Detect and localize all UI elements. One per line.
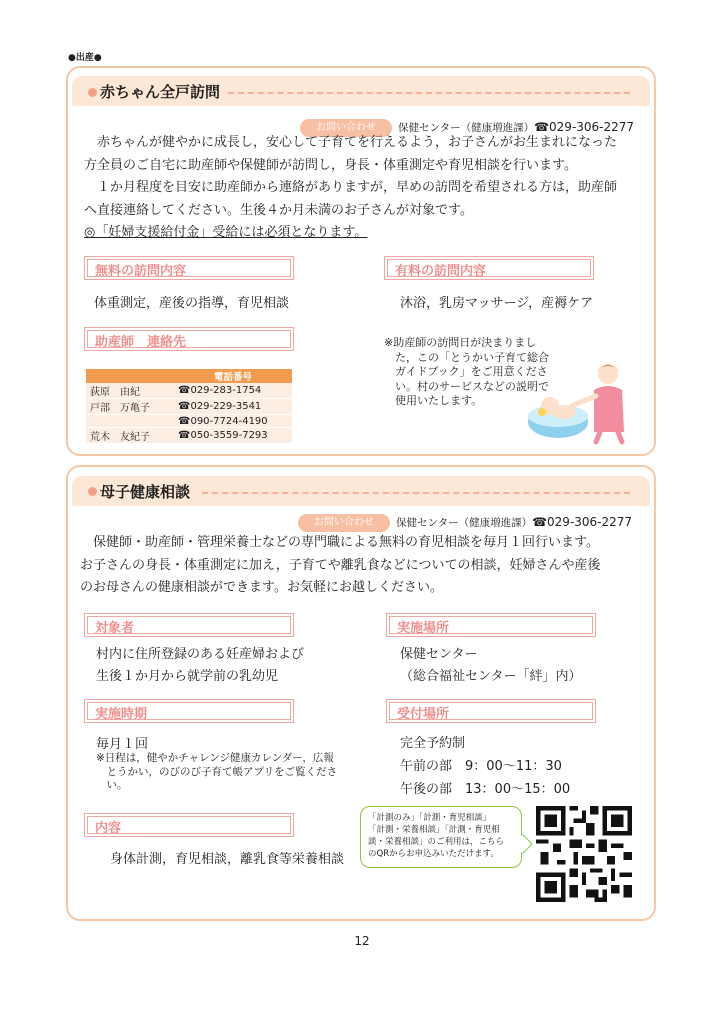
- health-contact-dept: 保健センター（健康増進課）: [396, 517, 533, 529]
- place-heading: [386, 613, 596, 637]
- guidebook-note-line: た，この「とうかい子育て総合: [384, 350, 549, 364]
- midwife-header-name: [86, 369, 174, 383]
- midwife-phone: ☎029-229-3541: [174, 399, 292, 415]
- visit-title-divider: [228, 92, 630, 94]
- place-title: 実施場所: [397, 621, 450, 636]
- target-line: 村内に住所登録のある妊産婦および: [96, 647, 305, 662]
- visit-contact-pill: お問い合わせ: [300, 119, 392, 137]
- midwife-name: 荻原 由紀: [86, 383, 174, 399]
- midwife-phone: ☎050-3559-7293: [174, 428, 292, 444]
- visit-paragraph-line: １か月程度を目安に助産師から連絡がありますが，早めの訪問を希望される方は，助産師: [84, 180, 618, 195]
- health-bullet-icon: [88, 487, 97, 496]
- health-paragraph-line: のお母さんの健康相談ができます。お気軽にお越しください。: [80, 580, 443, 595]
- midwife-name: 荒木 友紀子: [86, 428, 174, 444]
- reception-heading: [386, 699, 596, 723]
- health-contact-info: [396, 515, 632, 530]
- visit-paragraph-line: 方全員のご自宅に助産師や保健師が訪問し，身長・体重測定や育児相談を行います。: [84, 157, 577, 173]
- visit-title: 赤ちゃん全戸訪問: [100, 83, 221, 101]
- visit-bullet-icon: [88, 88, 97, 97]
- content-title: 内容: [95, 821, 122, 836]
- visit-paid-title: 有料の訪問内容: [395, 264, 487, 279]
- midwife-row: [86, 399, 292, 415]
- target-line: 生後１か月から就学前の乳幼児: [96, 669, 279, 684]
- timing-text: 毎月１回: [96, 737, 149, 752]
- section-label: ●出産●: [68, 53, 102, 63]
- target-heading: [84, 613, 294, 637]
- midwife-phone: ☎090-7724-4190: [174, 415, 292, 428]
- health-paragraph-line: お子さんの身長・体重測定に加え，子育てや離乳食などについての相談，妊婦さんや産後: [80, 557, 601, 573]
- visit-paragraph-line: へ直接連絡してください。生後４か月未満のお子さんが対象です。: [84, 202, 473, 218]
- visit-free-heading: [84, 256, 294, 280]
- qr-info-line: 「計測・栄養相談」「計測・育児相: [368, 825, 500, 835]
- content-heading: [84, 813, 294, 837]
- visit-paid-heading: [384, 256, 594, 280]
- midwife-row: [86, 383, 292, 399]
- qr-info-line: 談・栄養相談」のご利用は，こちら: [368, 837, 505, 847]
- guidebook-note-line: ※助産師の訪問日が決まりまし: [384, 336, 537, 349]
- target-text: [96, 644, 304, 688]
- midwife-heading: [84, 327, 294, 351]
- timing-note-line: い。: [96, 779, 128, 791]
- timing-note-line: ※日程は，健やかチャレンジ健康カレンダー，広報: [96, 752, 334, 764]
- timing-note-line: とうかい，のびのび子育て帳アプリをご覧くださ: [96, 765, 338, 778]
- health-paragraph-line: 保健師・助産師・管理栄養士などの専門職による無料の育児相談を毎月１回行います。: [80, 535, 599, 550]
- qr-info-line: 「計測のみ」「計測・育児相談」: [368, 813, 492, 823]
- midwife-name: [86, 415, 174, 428]
- midwife-phone: ☎029-283-1754: [174, 383, 292, 399]
- qr-code-icon[interactable]: [532, 802, 636, 906]
- baby-bath-illustration: [524, 360, 636, 446]
- midwife-header-phone: 電話番号: [174, 369, 292, 383]
- health-paragraph: [80, 532, 601, 600]
- guidebook-note-line: ガイドブック」をご用意くださ: [384, 365, 548, 378]
- visit-underline-note: ◎「妊婦支援給付金」受給には必須となります。: [84, 225, 368, 240]
- visit-paid-text: 沐浴，乳房マッサージ，産褥ケア: [400, 296, 594, 311]
- guidebook-note-line: い。村のサービスなどの説明で: [384, 379, 549, 393]
- health-title: 母子健康相談: [100, 483, 191, 501]
- visit-free-title: 無料の訪問内容: [95, 264, 187, 279]
- guidebook-note-line: 使用いたします。: [384, 394, 483, 407]
- timing-title: 実施時期: [95, 707, 148, 722]
- place-text: [400, 644, 581, 688]
- midwife-name: 戸部 万亀子: [86, 399, 174, 415]
- midwife-table: [86, 369, 292, 444]
- timing-note: [96, 752, 366, 793]
- reception-text: [400, 732, 570, 801]
- visit-contact-dept: 保健センター（健康増進課）: [398, 122, 535, 134]
- reception-line: 午前の部 9：00〜11：30: [400, 759, 562, 774]
- midwife-title: 助産師 連絡先: [95, 335, 187, 350]
- content-text: 身体計測，育児相談，離乳食等栄養相談: [110, 852, 345, 867]
- reception-title: 受付場所: [397, 707, 450, 722]
- target-title: 対象者: [95, 621, 135, 636]
- reception-line: 完全予約制: [400, 736, 466, 751]
- place-line: 保健センター: [400, 647, 478, 662]
- qr-info-bubble: [360, 806, 522, 868]
- health-contact-phone: ☎029-306-2277: [532, 515, 633, 529]
- visit-paragraph-line: 赤ちゃんが健やかに成長し，安心して子育てを行えるよう，お子さんがお生まれになった: [84, 135, 618, 150]
- page-number: 12: [354, 934, 370, 948]
- health-title-divider: [202, 492, 630, 494]
- health-contact-pill: お問い合わせ: [298, 514, 390, 532]
- visit-paragraph: [84, 132, 617, 245]
- visit-contact-phone: ☎029-306-2277: [534, 120, 635, 134]
- place-line: （総合福祉センター「絆」内）: [400, 669, 582, 684]
- visit-free-text: 体重測定，産後の指導，育児相談: [94, 296, 290, 311]
- reception-line: 午後の部 13：00〜15：00: [400, 782, 571, 797]
- midwife-row: [86, 428, 292, 444]
- qr-info-line: のQRからお申込みいただけます。: [368, 849, 499, 859]
- midwife-row: [86, 415, 292, 428]
- timing-heading: [84, 699, 294, 723]
